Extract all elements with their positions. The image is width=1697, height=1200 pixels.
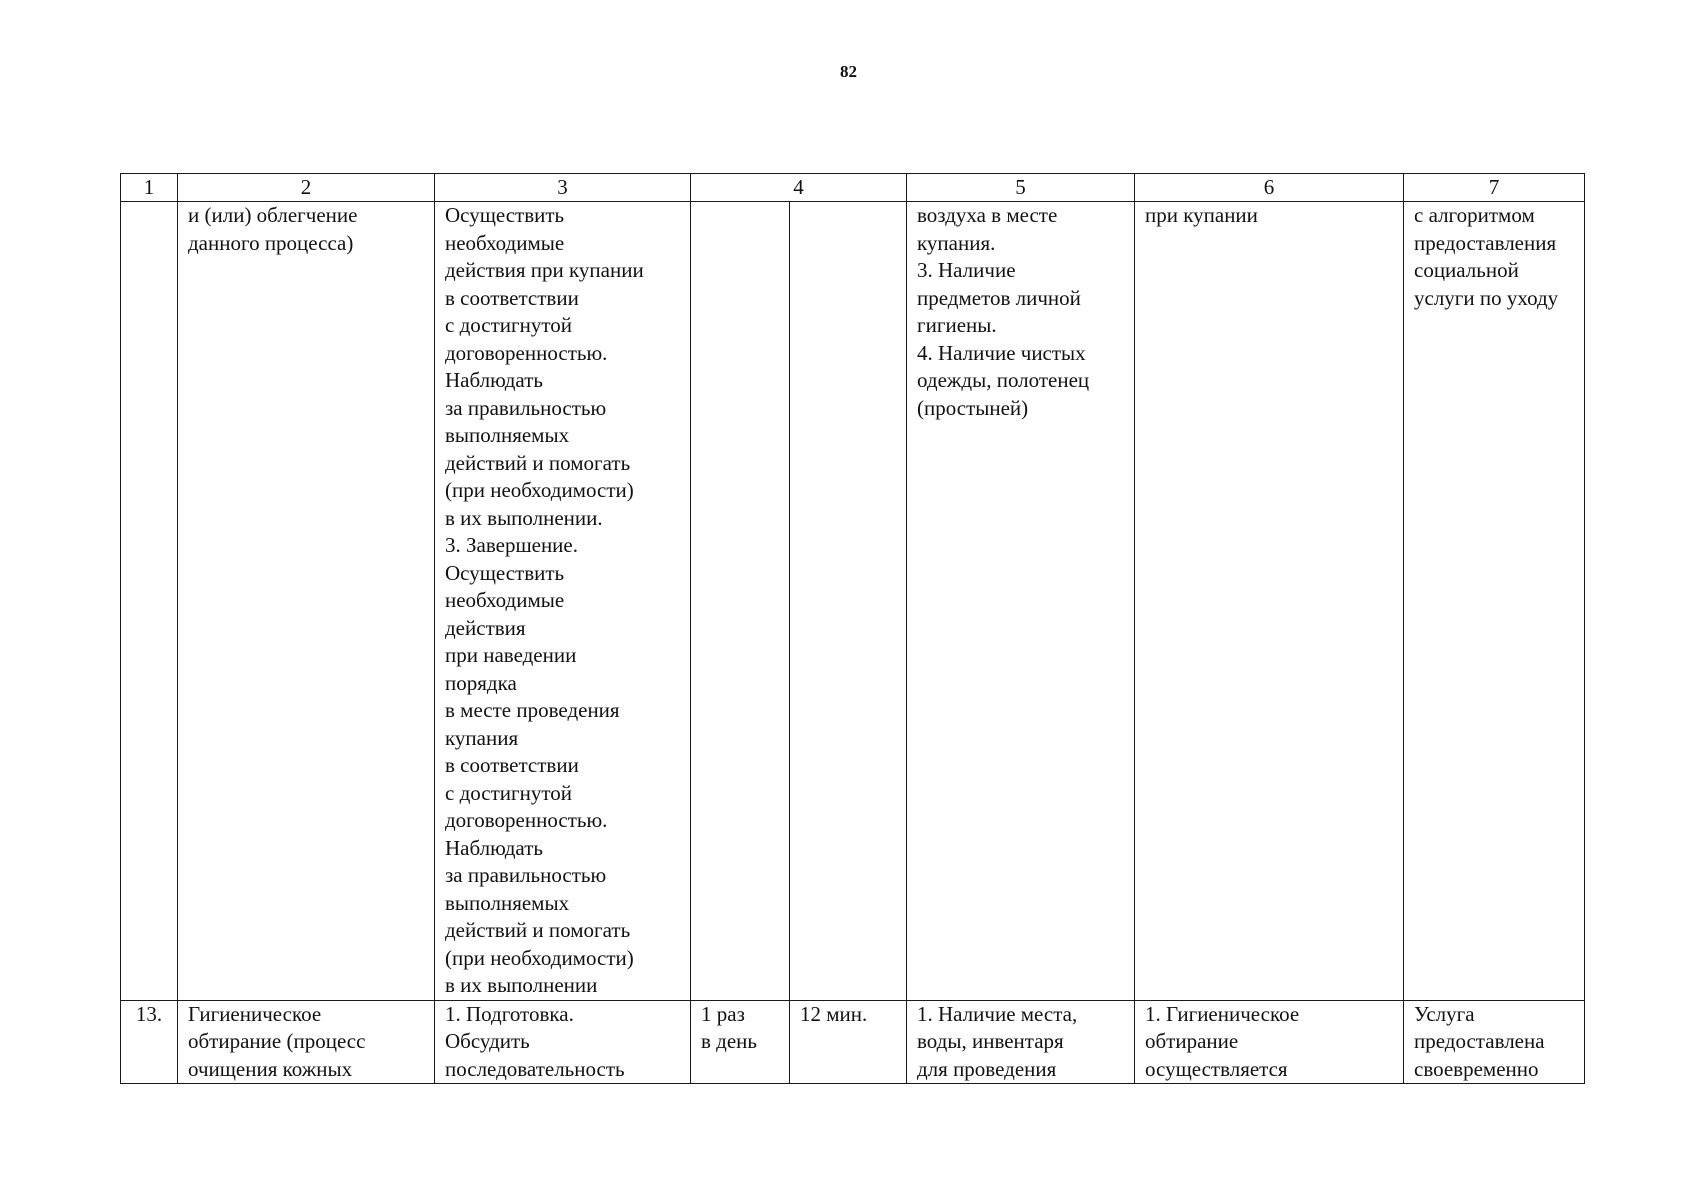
cell-service-name: и (или) облегчение данного процесса) — [178, 202, 435, 1001]
column-number-1: 1 — [121, 174, 178, 202]
cell-evaluation: Услуга предоставлена своевременно — [1404, 1000, 1585, 1084]
cell-service-name: Гигиеническое обтирание (процесс очищения кожных — [178, 1000, 435, 1084]
column-number-2: 2 — [178, 174, 435, 202]
cell-evaluation: с алгоритмом предоставления социальной услуги по уходу — [1404, 202, 1585, 1001]
cell-duration: 12 мин. — [790, 1000, 907, 1084]
column-number-6: 6 — [1135, 174, 1404, 202]
cell-quality-indicators: при купании — [1135, 202, 1404, 1001]
column-number-7: 7 — [1404, 174, 1585, 202]
cell-quality-indicators: 1. Гигиеническое обтирание осуществляется — [1135, 1000, 1404, 1084]
table-row — [121, 1000, 1585, 1084]
services-table — [120, 173, 1585, 1084]
table-row — [121, 202, 1585, 1001]
page-number: 82 — [840, 62, 857, 81]
column-number-4: 4 — [691, 174, 907, 202]
column-number-row — [121, 174, 1585, 202]
cell-duration — [790, 202, 907, 1001]
cell-frequency: 1 раз в день — [691, 1000, 790, 1084]
cell-frequency — [691, 202, 790, 1001]
cell-conditions: 1. Наличие места, воды, инвентаря для проведения — [907, 1000, 1135, 1084]
cell-service-description: 1. Подготовка. Обсудить последовательность — [435, 1000, 691, 1084]
cell-number: 13. — [121, 1000, 178, 1084]
column-number-3: 3 — [435, 174, 691, 202]
cell-service-description: Осуществить необходимые действия при купании в соответствии с достигнутой договоренностью. Наблюдать за правильностью выполняемых действий и помогать (при необходимости) в их выполнении. 3. Завершение. Осуществить необходимые действия при наведении порядка в месте проведения купания в соответствии с достигнутой договоренностью. Наблюдать за правильностью выполняемых действий и помогать (при необходимости) в их выполнении — [435, 202, 691, 1001]
cell-conditions: воздуха в месте купания. 3. Наличие предметов личной гигиены. 4. Наличие чистых одежды, полотенец (простыней) — [907, 202, 1135, 1001]
cell-number — [121, 202, 178, 1001]
column-number-5: 5 — [907, 174, 1135, 202]
